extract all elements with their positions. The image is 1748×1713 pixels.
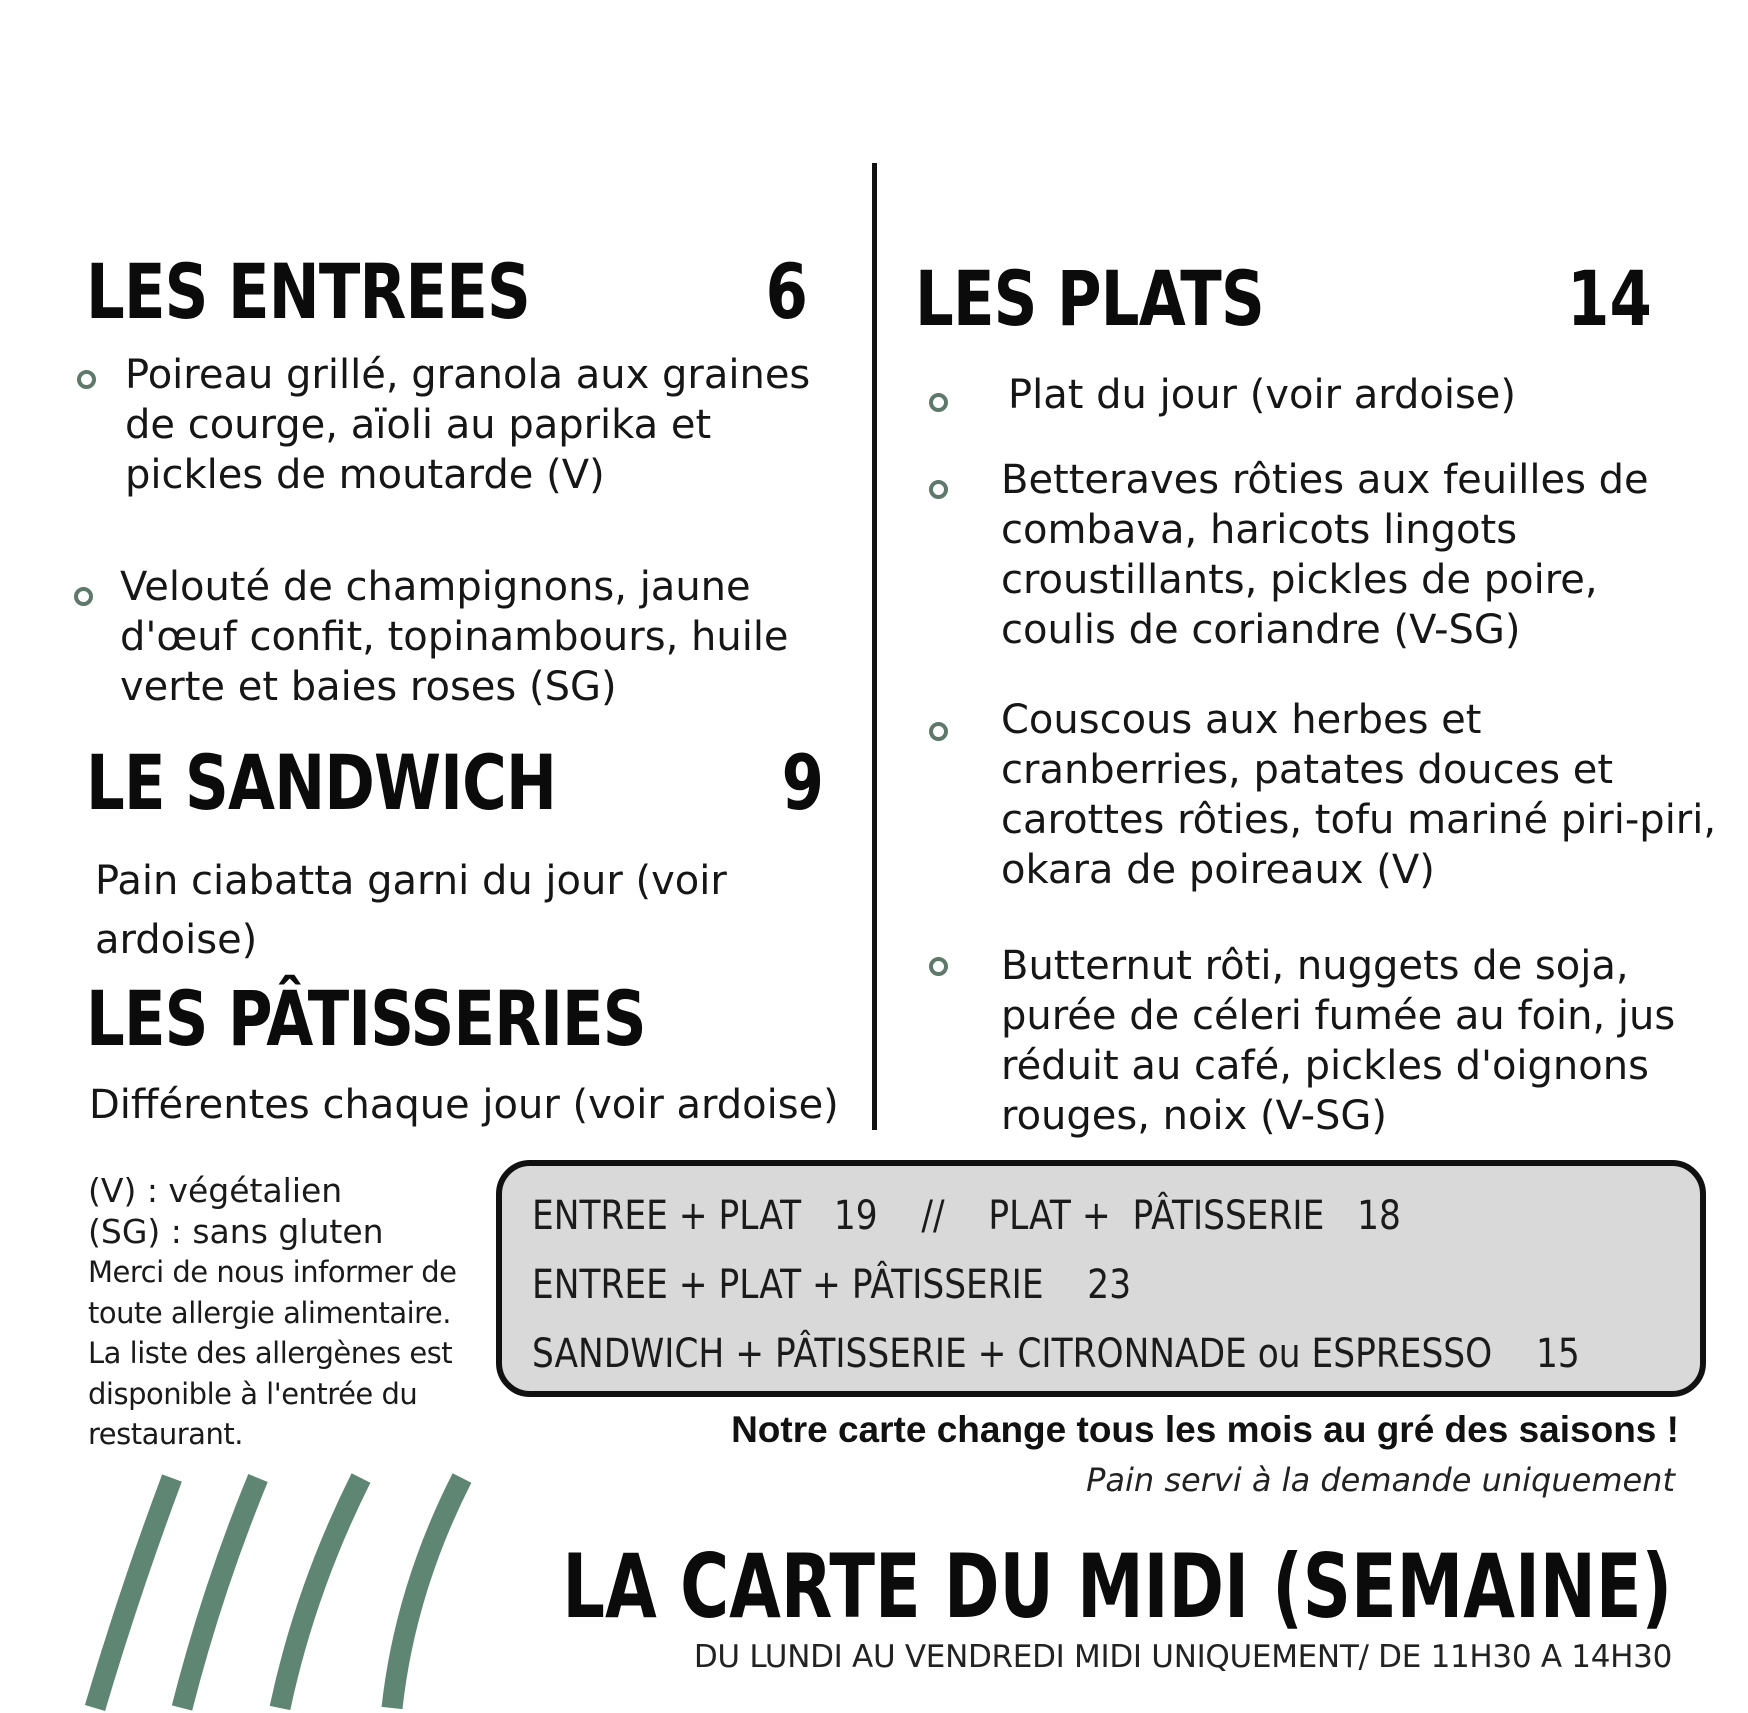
sandwich-price: 9	[781, 738, 824, 827]
menu-title: LA CARTE DU MIDI (SEMAINE)	[562, 1535, 1672, 1638]
patisseries-heading: LES PÂTISSERIES	[86, 974, 646, 1063]
allergy-line: Merci de nous informer de	[88, 1255, 457, 1289]
entree-item-1: Poireau grillé, granola aux graines de courge, aïoli au paprika et pickles de moutarde (V)	[125, 352, 811, 498]
allergy-line: toute allergie alimentaire.	[88, 1295, 451, 1330]
plat-item-2: Betteraves rôties aux feuilles de combava, haricots lingots croustillants, pickles de poire, coulis de coriandre (V-SG)	[1001, 457, 1649, 653]
formula-line-3: SANDWICH + PÂTISSERIE + CITRONNADE ou ESPRESSO 15	[532, 1331, 1580, 1377]
bullet-icon	[74, 587, 93, 606]
menu-subtitle: DU LUNDI AU VENDREDI MIDI UNIQUEMENT/ DE 11H30 A 14H30	[693, 1639, 1672, 1675]
plat-item-3: Couscous aux herbes et cranberries, patates douces et carottes rôties, tofu mariné piri-piri, okara de poireaux (V)	[1001, 697, 1717, 893]
entrees-heading: LES ENTREES	[86, 247, 530, 336]
stripe-4	[392, 1478, 462, 1708]
column-divider	[872, 163, 877, 1130]
bread-note: Pain servi à la demande uniquement	[1086, 1461, 1675, 1499]
plat-item-4: Butternut rôti, nuggets de soja, purée de céleri fumée au foin, jus réduit au café, pickles d'oignons rouges, noix (V-SG)	[1001, 943, 1676, 1139]
entrees-price: 6	[765, 247, 808, 336]
legend-gluten-free: (SG) : sans gluten	[88, 1212, 384, 1251]
formula-line-2: ENTREE + PLAT + PÂTISSERIE 23	[532, 1262, 1132, 1308]
legend-vegan: (V) : végétalien	[88, 1171, 343, 1210]
formula-line-1: ENTREE + PLAT 19 // PLAT + PÂTISSERIE 18	[532, 1193, 1401, 1239]
allergy-line: restaurant.	[88, 1417, 243, 1451]
bullet-icon	[929, 480, 948, 499]
seasonal-note: Notre carte change tous les mois au gré des saisons !	[731, 1409, 1679, 1450]
plats-price: 14	[1567, 254, 1652, 343]
stripe-3	[280, 1478, 361, 1708]
allergy-line: La liste des allergènes est	[88, 1336, 453, 1370]
sandwich-heading: LE SANDWICH	[86, 738, 557, 827]
stripe-1	[95, 1478, 172, 1708]
bullet-icon	[929, 957, 948, 976]
stripe-2	[182, 1478, 258, 1708]
plats-heading: LES PLATS	[915, 254, 1264, 343]
entree-item-2: Velouté de champignons, jaune d'œuf confit, topinambours, huile verte et baies roses (SG)	[120, 564, 789, 710]
patisseries-description: Différentes chaque jour (voir ardoise)	[89, 1082, 839, 1128]
formulas-box	[496, 1160, 1706, 1397]
bullet-icon	[77, 370, 96, 389]
sandwich-description: Pain ciabatta garni du jour (voir ardoise)	[95, 858, 727, 963]
bullet-icon	[929, 722, 948, 741]
allergy-line: disponible à l'entrée du	[88, 1376, 418, 1411]
diet-legend	[88, 1170, 488, 1455]
bullet-icon	[929, 393, 948, 412]
plat-item-1: Plat du jour (voir ardoise)	[1008, 372, 1517, 418]
